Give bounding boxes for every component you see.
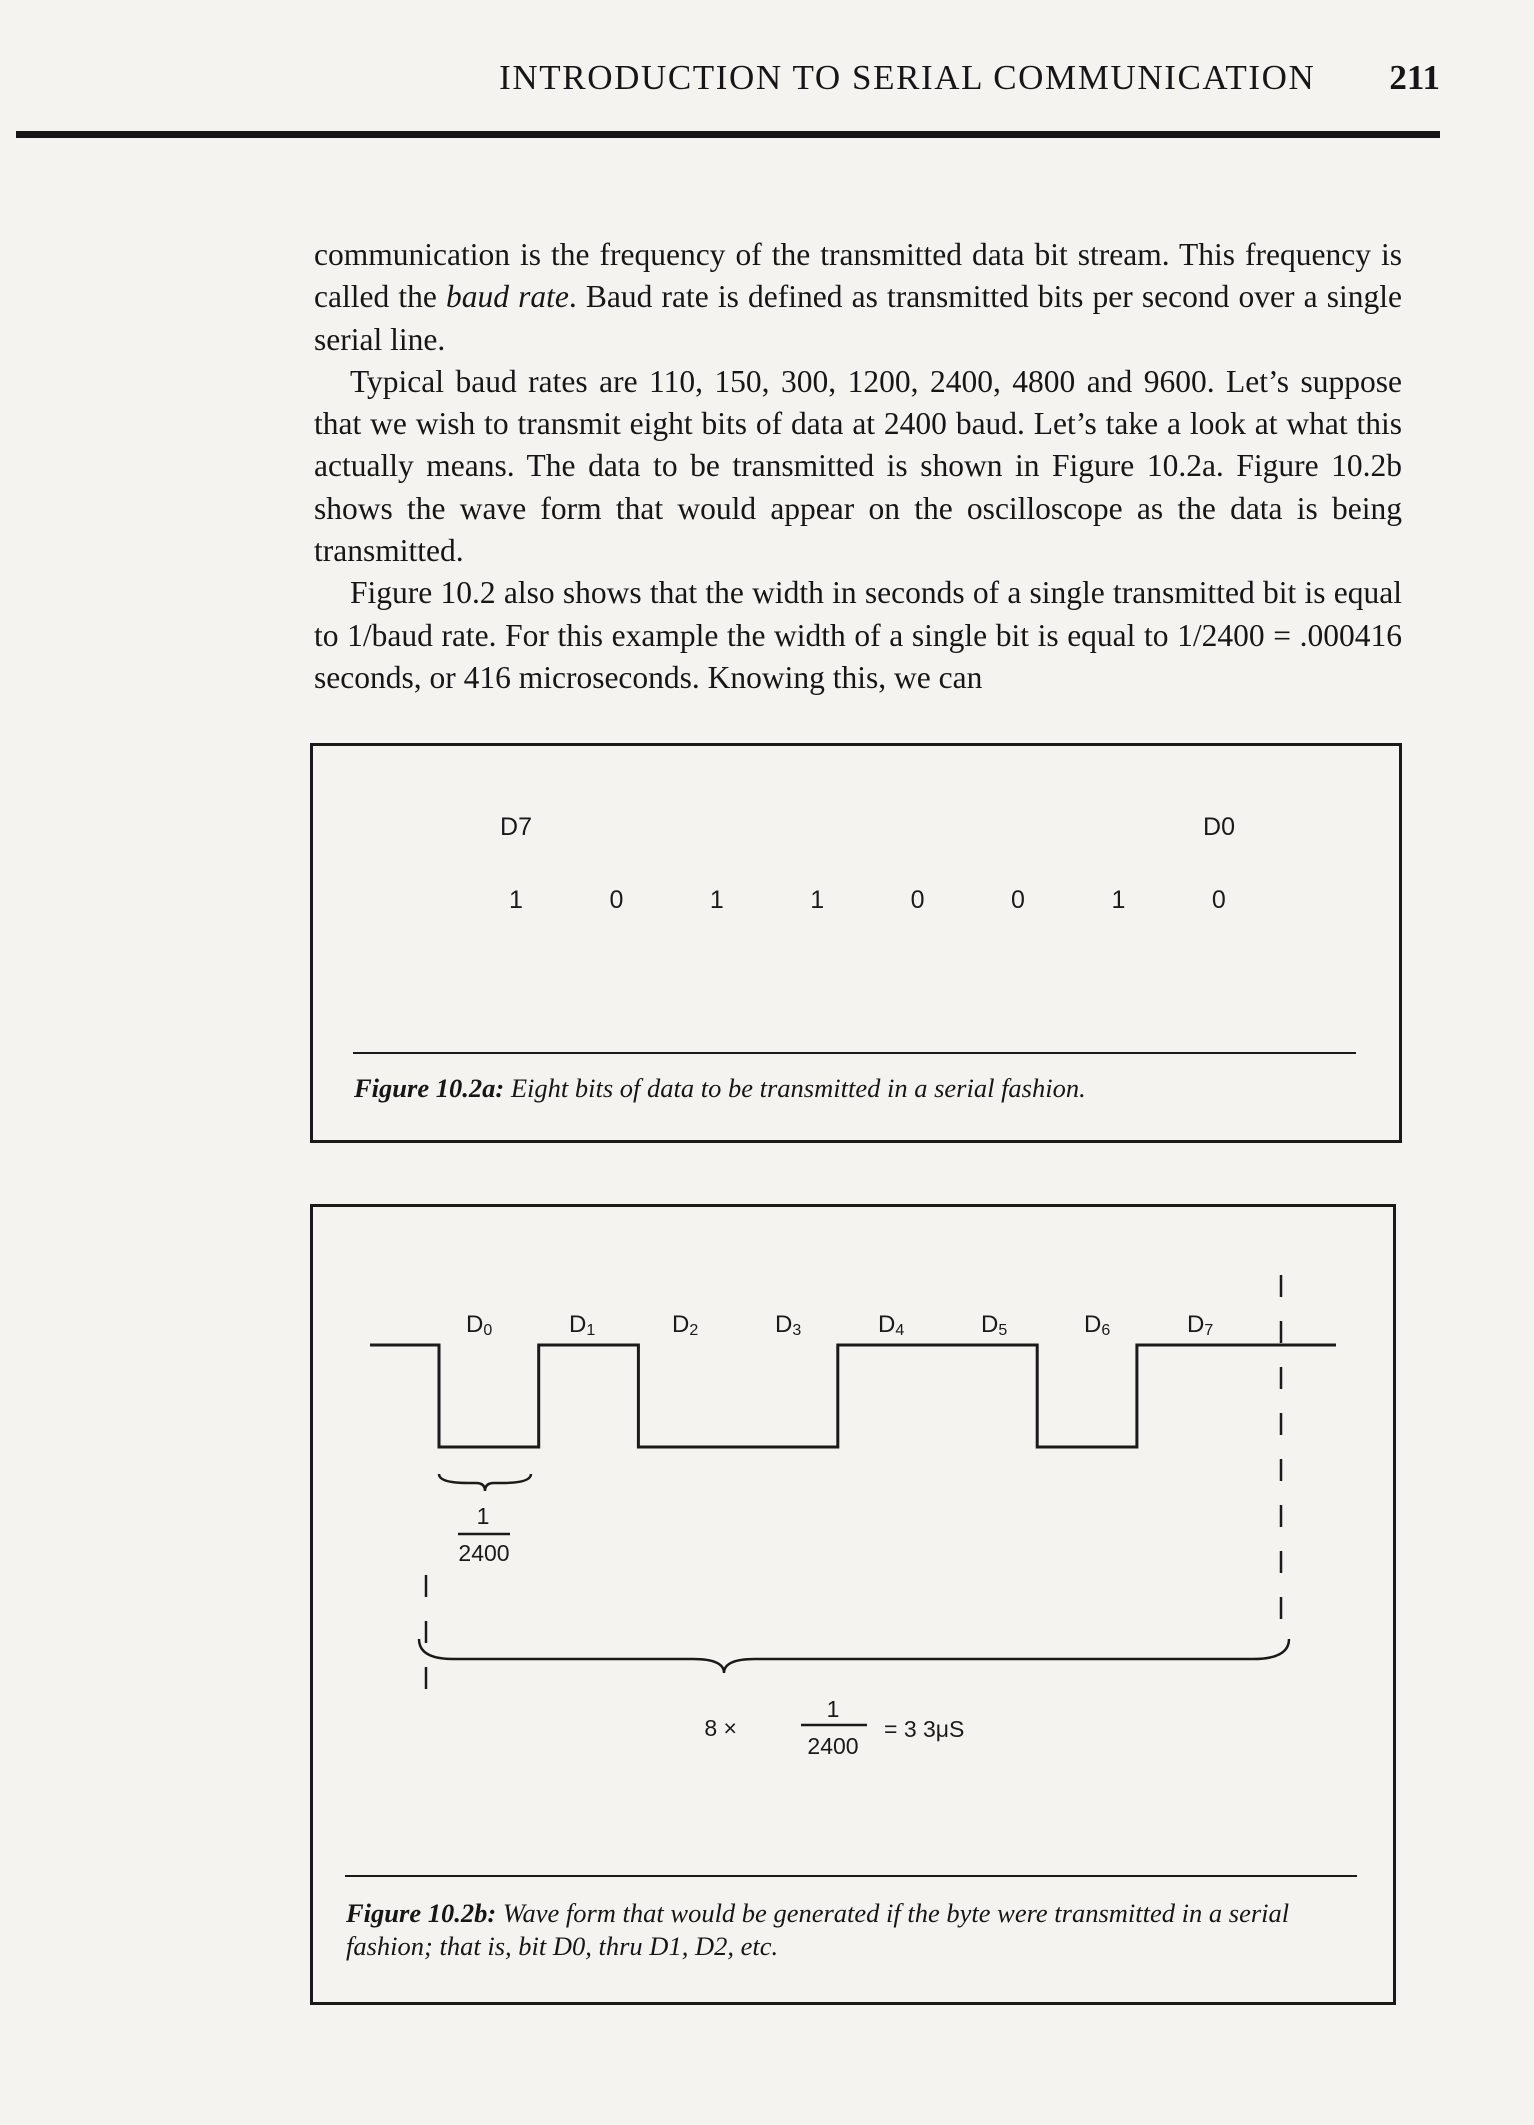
paragraph-1: communication is the frequency of the transmitted data bit stream. This frequency is called the baud rate. Baud rate is defined as transmitted bits per second over a single serial line.	[314, 237, 1402, 357]
bit-value: 1	[810, 886, 825, 914]
total-multiplier: 8 ×	[704, 1715, 737, 1741]
figure-caption: Figure 10.2b: Wave form that would be generated if the byte were transmitted in a serial fashion; that is, bit D0, thru D1, D2, etc.	[346, 1898, 1290, 1961]
paragraph-3: Figure 10.2 also shows that the width in seconds of a single transmitted bit is equal to 1/baud rate. For this example the width of a single bit is equal to 1/2400 = .000416 seconds, or 416 microseconds. Knowing this, we can	[314, 575, 1402, 695]
bit-label: D7	[1187, 1311, 1214, 1339]
caption-rule	[345, 1875, 1357, 1877]
chapter-title: INTRODUCTION TO SERIAL COMMUNICATION	[499, 58, 1316, 97]
bit-value: 1	[1111, 886, 1126, 914]
running-head	[0, 58, 1440, 98]
bit-value: 0	[910, 886, 925, 914]
total-result: = 3 3μS	[884, 1716, 965, 1742]
header-rule	[16, 131, 1440, 138]
total-numerator: 1	[826, 1696, 840, 1722]
bit-label: D5	[981, 1311, 1008, 1339]
body-text	[314, 234, 1402, 699]
lsb-label: D0	[1203, 813, 1235, 841]
bit-value: 0	[609, 886, 624, 914]
total-denominator: 2400	[807, 1733, 859, 1759]
bit-label: D3	[775, 1311, 802, 1339]
bit-value: 1	[709, 886, 724, 914]
bit-value: 0	[1211, 886, 1226, 914]
bit-value: 1	[509, 886, 523, 914]
bit-width-numerator: 1	[476, 1503, 490, 1529]
bit-value: 0	[1011, 886, 1025, 914]
bit-label: D1	[569, 1311, 596, 1339]
bit-label: D4	[878, 1311, 905, 1339]
total-width-brace	[419, 1639, 1289, 1673]
figure-caption: Figure 10.2a: Eight bits of data to be transmitted in a serial fashion.	[354, 1073, 1086, 1103]
waveform-diagram	[313, 1207, 1393, 2002]
bit-width-denominator: 2400	[458, 1540, 510, 1566]
caption-rule	[353, 1052, 1356, 1054]
bit-label: D6	[1084, 1311, 1111, 1339]
waveform-line	[370, 1345, 1336, 1447]
figure-10-2b	[310, 1204, 1396, 2005]
msb-label: D7	[500, 813, 532, 841]
term-baud-rate: baud rate	[445, 279, 569, 315]
bit-label: D0	[466, 1311, 493, 1339]
bit-width-brace	[439, 1474, 531, 1491]
paragraph-2: Typical baud rates are 110, 150, 300, 1200, 2400, 4800 and 9600. Let’s suppose that we wish to transmit eight bits of data at 2400 baud. Let’s take a look at what this actually means. The data to be transmitted is shown in Figure 10.2a. Figure 10.2b shows the wave form that would appear on the oscilloscope as the data is being transmitted.	[314, 363, 1402, 569]
page-number: 211	[1389, 58, 1440, 97]
bit-label: D2	[672, 1311, 699, 1339]
figure-10-2a	[310, 743, 1402, 1143]
